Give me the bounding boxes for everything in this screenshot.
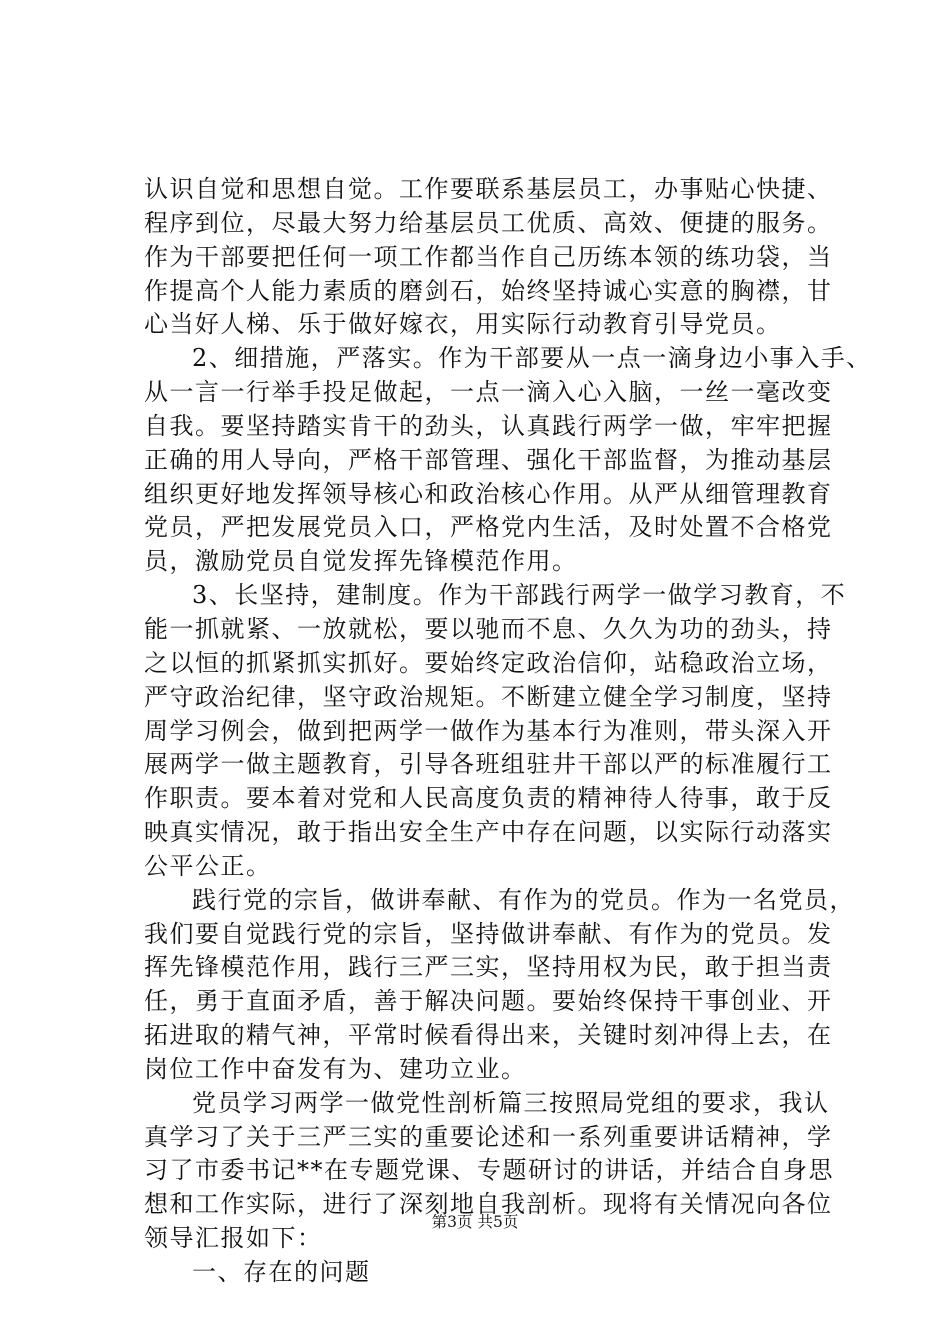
- text-line: 能一抓就紧、一放就松，要以驰而不息、久久为功的劲头，持: [144, 614, 833, 643]
- text-line: 之以恒的抓紧抓实抓好。要始终定政治信仰，站稳政治立场，: [144, 648, 833, 677]
- text-line: 领导汇报如下：: [144, 1224, 323, 1253]
- page-footer: [0, 1212, 950, 1232]
- text-line: 映真实情况，敢于指出安全生产中存在问题，以实际行动落实: [144, 818, 833, 847]
- paragraph-start-line: 践行党的宗旨，做讲奉献、有作为的党员。作为一名党员，: [192, 885, 855, 914]
- page-number-label: 第3页 共5页: [431, 1213, 519, 1231]
- text-line: 正确的用人导向，严格干部管理、强化干部监督，为推动基层: [144, 445, 833, 474]
- section-heading: 一、存在的问题: [192, 1258, 371, 1286]
- text-line: 从一言一行举手投足做起，一点一滴入心入脑，一丝一毫改变: [144, 378, 833, 407]
- text-line: 任，勇于直面矛盾，善于解决问题。要始终保持干事创业、开: [144, 987, 833, 1016]
- text-line: 员，激励党员自觉发挥先锋模范作用。: [144, 547, 578, 576]
- text-line: 严守政治纪律，坚守政治规矩。不断建立健全学习制度，坚持: [144, 682, 833, 711]
- text-line: 作职责。要本着对党和人民高度负责的精神待人待事，敢于反: [144, 784, 833, 813]
- paragraph-start-line: 3、长坚持，建制度。作为干部践行两学一做学习教育，不: [192, 581, 847, 610]
- text-line: 我们要自觉践行党的宗旨，坚持做讲奉献、有作为的党员。发: [144, 919, 833, 948]
- text-line: 党员，严把发展党员入口，严格党内生活，及时处置不合格党: [144, 513, 833, 542]
- text-line: 认识自觉和思想自觉。工作要联系基层员工，办事贴心快捷、: [144, 175, 833, 203]
- text-line: 程序到位，尽最大努力给基层员工优质、高效、便捷的服务。: [144, 208, 833, 237]
- text-line: 习了市委书记**在专题党课、专题研讨的讲话，并结合自身思: [144, 1156, 834, 1185]
- text-line: 想和工作实际，进行了深刻地自我剖析。现将有关情况向各位: [144, 1190, 833, 1219]
- text-line: 组织更好地发挥领导核心和政治核心作用。从严从细管理教育: [144, 479, 833, 508]
- text-line: 公平公正。: [144, 851, 272, 880]
- text-line: 自我。要坚持踏实肯干的劲头，认真践行两学一做，牢牢把握: [144, 411, 833, 440]
- text-line: 展两学一做主题教育，引导各班组驻井干部以严的标准履行工: [144, 750, 833, 779]
- text-line: 心当好人梯、乐于做好嫁衣，用实际行动教育引导党员。: [144, 310, 782, 339]
- text-line: 作提高个人能力素质的磨剑石，始终坚持诚心实意的胸襟，甘: [144, 276, 833, 305]
- text-line: 挥先锋模范作用，践行三严三实，坚持用权为民，敢于担当责: [144, 953, 833, 982]
- document-body: [144, 173, 872, 1290]
- text-line: 岗位工作中奋发有为、建功立业。: [144, 1054, 527, 1083]
- text-line: 真学习了关于三严三实的重要论述和一系列重要讲话精神，学: [144, 1122, 833, 1151]
- text-line: 拓进取的精气神，平常时候看得出来，关键时刻冲得上去，在: [144, 1021, 833, 1050]
- text-line: 周学习例会，做到把两学一做作为基本行为准则，带头深入开: [144, 716, 833, 745]
- paragraph-start-line: 党员学习两学一做党性剖析篇三按照局党组的要求，我认: [192, 1088, 830, 1117]
- text-line: 作为干部要把任何一项工作都当作自己历练本领的练功袋，当: [144, 242, 833, 271]
- paragraph-start-line: 2、细措施，严落实。作为干部要从一点一滴身边小事入手、: [192, 344, 872, 373]
